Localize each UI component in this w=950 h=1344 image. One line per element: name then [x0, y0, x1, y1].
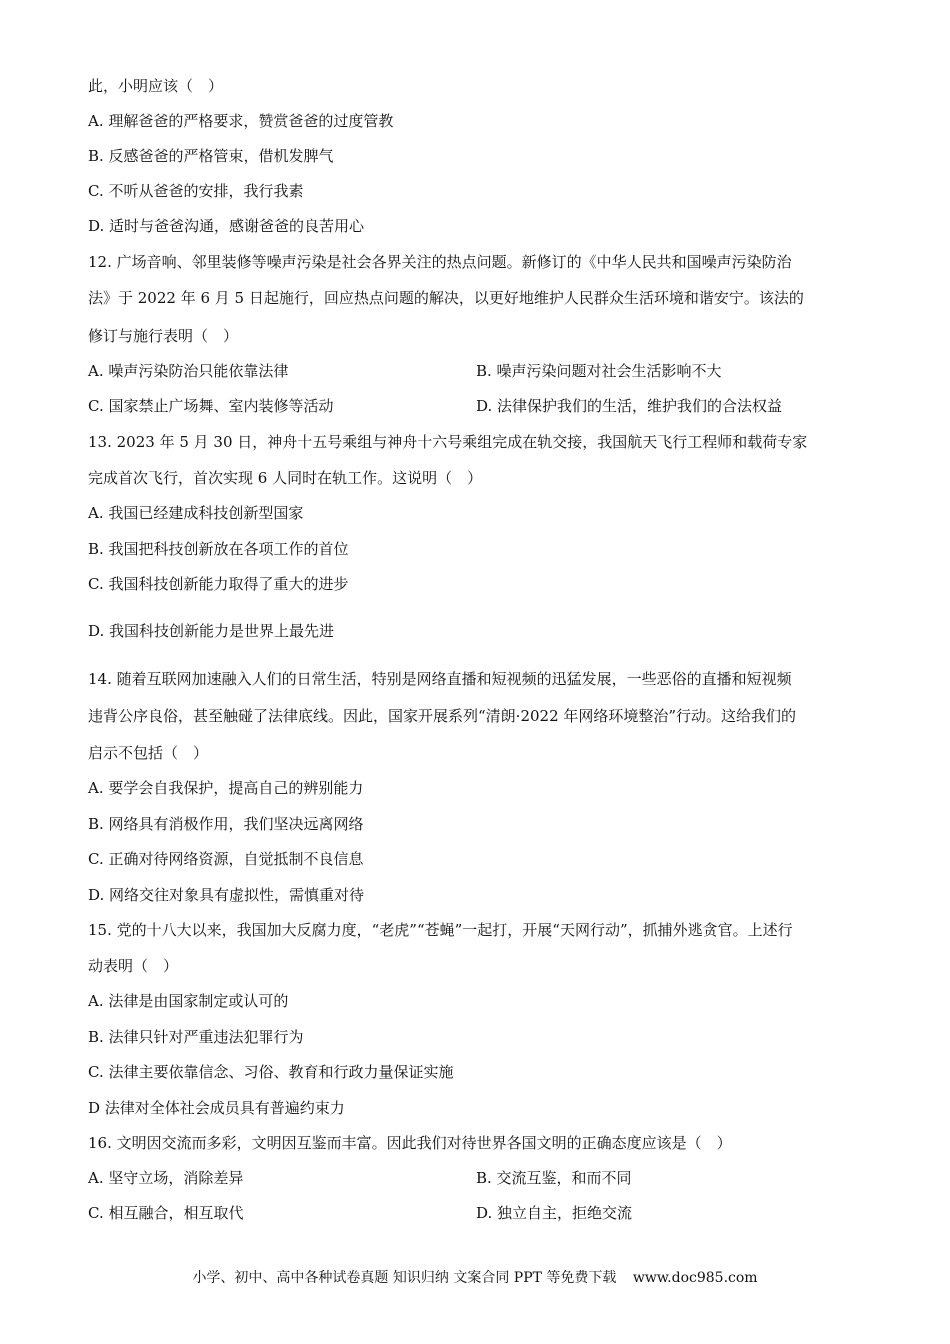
question-11-option-c: C. 不听从爸爸的安排，我行我素 — [88, 182, 304, 200]
question-11-stem-end: 此，小明应该（ ） — [88, 77, 224, 95]
question-12-stem-line3: 修订与施行表明（ ） — [88, 327, 239, 345]
question-12-option-b: B. 噪声污染问题对社会生活影响不大 — [476, 362, 722, 380]
question-13-stem-line1: 13. 2023 年 5 月 30 日，神舟十五号乘组与神舟十六号乘组完成在轨交接，我国航天飞行工程师和载荷专家 — [88, 433, 808, 451]
question-13-option-c: C. 我国科技创新能力取得了重大的进步 — [88, 575, 349, 593]
question-12-option-d: D. 法律保护我们的生活，维护我们的合法权益 — [476, 397, 783, 415]
question-15-option-d: D 法律对全体社会成员具有普遍约束力 — [88, 1099, 345, 1117]
question-14-option-b: B. 网络具有消极作用，我们坚决远离网络 — [88, 815, 364, 833]
question-14-option-a: A. 要学会自我保护，提高自己的辨别能力 — [88, 779, 364, 797]
footer-text: 小学、初中、高中各种试卷真题 知识归纳 文案合同 PPT 等免费下载 — [192, 1270, 617, 1286]
question-11-option-d: D. 适时与爸爸沟通，感谢爸爸的良苦用心 — [88, 217, 365, 235]
footer-url[interactable]: www.doc985.com — [632, 1270, 758, 1286]
question-15-option-a: A. 法律是由国家制定或认可的 — [88, 992, 289, 1010]
question-14-option-d: D. 网络交往对象具有虚拟性，需慎重对待 — [88, 886, 365, 904]
question-12-stem-line1: 12. 广场音响、邻里装修等噪声污染是社会各界关注的热点问题。新修订的《中华人民共和国噪声污染防治 — [88, 253, 792, 271]
question-12-option-a: A. 噪声污染防治只能依靠法律 — [88, 362, 289, 380]
question-16-option-d: D. 独立自主，拒绝交流 — [476, 1204, 633, 1222]
question-14-stem-line3: 启示不包括（ ） — [88, 744, 209, 762]
question-16-option-a: A. 坚守立场，消除差异 — [88, 1169, 244, 1187]
page-footer — [0, 1268, 950, 1288]
question-11-option-b: B. 反感爸爸的严格管束，借机发脾气 — [88, 147, 334, 165]
question-11-option-a: A. 理解爸爸的严格要求，赞赏爸爸的过度管教 — [88, 112, 394, 130]
question-13-stem-line2: 完成首次飞行，首次实现 6 人同时在轨工作。这说明（ ） — [88, 469, 483, 487]
question-16-option-c: C. 相互融合，相互取代 — [88, 1204, 244, 1222]
question-15-stem-line2: 动表明（ ） — [88, 957, 179, 975]
question-13-option-a: A. 我国已经建成科技创新型国家 — [88, 504, 304, 522]
question-16-option-b: B. 交流互鉴，和而不同 — [476, 1169, 632, 1187]
question-14-stem-line2: 违背公序良俗，甚至触碰了法律底线。因此，国家开展系列“清朗·2022 年网络环境整治”行动。这给我们的 — [88, 707, 797, 725]
question-12-stem-line2: 法》于 2022 年 6 月 5 日起施行，回应热点问题的解决，以更好地维护人民群众生活环境和谐安宁。该法的 — [88, 289, 804, 307]
question-15-option-c: C. 法律主要依靠信念、习俗、教育和行政力量保证实施 — [88, 1063, 454, 1081]
question-13-option-d: D. 我国科技创新能力是世界上最先进 — [88, 622, 335, 640]
question-14-option-c: C. 正确对待网络资源，自觉抵制不良信息 — [88, 850, 364, 868]
question-16-stem: 16. 文明因交流而多彩，文明因互鉴而丰富。因此我们对待世界各国文明的正确态度应该是（ ） — [88, 1134, 732, 1152]
question-15-stem-line1: 15. 党的十八大以来，我国加大反腐力度，“老虎”“苍蝇”一起打，开展“天网行动”，抓捕外逃贪官。上述行 — [88, 921, 793, 939]
question-14-stem-line1: 14. 随着互联网加速融入人们的日常生活，特别是网络直播和短视频的迅猛发展，一些恶俗的直播和短视频 — [88, 670, 792, 688]
question-13-option-b: B. 我国把科技创新放在各项工作的首位 — [88, 540, 349, 558]
question-12-option-c: C. 国家禁止广场舞、室内装修等活动 — [88, 397, 334, 415]
question-15-option-b: B. 法律只针对严重违法犯罪行为 — [88, 1028, 304, 1046]
